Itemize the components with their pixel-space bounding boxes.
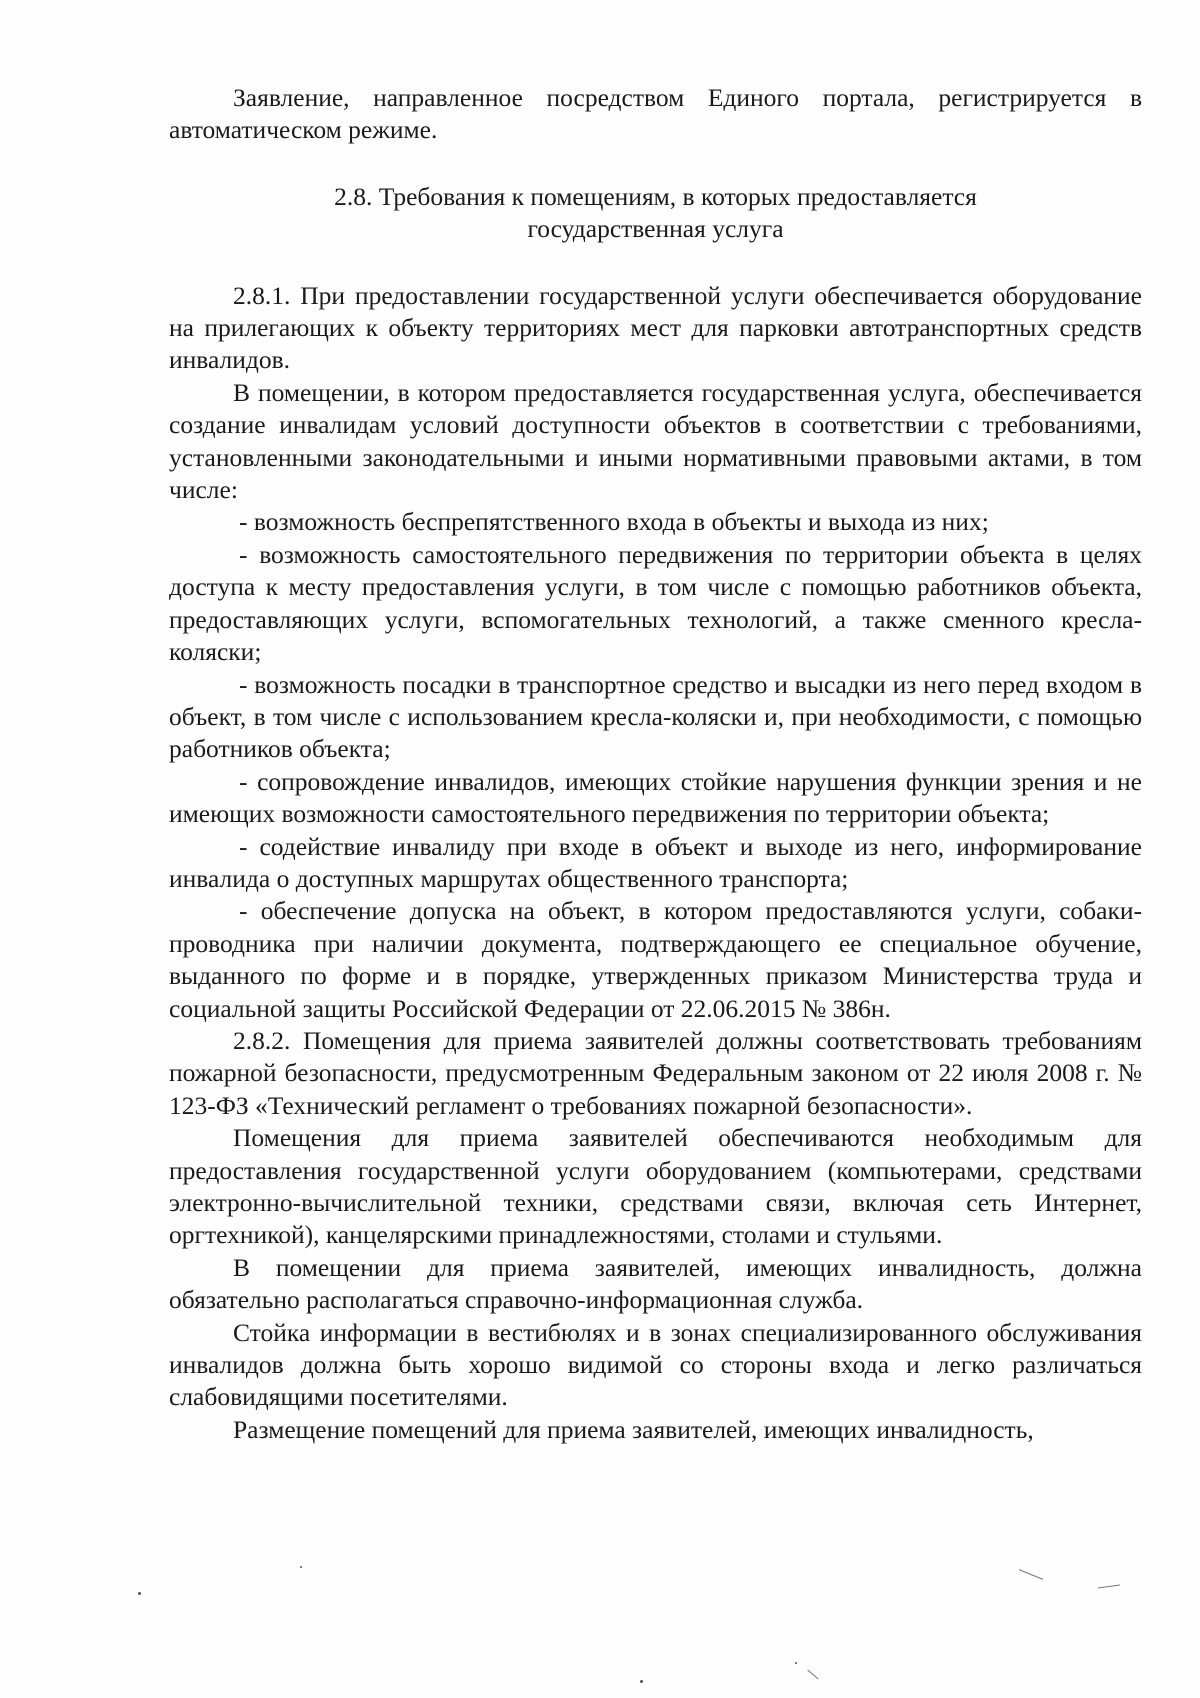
paragraph-2-8-1: 2.8.1. При предоставлении государственной услуги обеспечивается оборудование на прилегающих к объекту территориях мест для парковки автотранспортных средств инвалидов. bbox=[169, 280, 1142, 375]
intro-paragraph: Заявление, направленное посредством Единого портала, регистрируется в автоматическом режиме. bbox=[169, 83, 1142, 145]
section-heading bbox=[169, 181, 1142, 246]
section-heading-line-1: 2.8. Требования к помещениям, в которых предоставляется bbox=[334, 181, 977, 211]
paragraph-premises: В помещении, в котором предоставляется государственная услуга, обеспечивается создание инвалидам условий доступности объектов в соответствии с требованиями, установленными законодательными и иными нормативными правовыми актами, в том числе: bbox=[169, 377, 1142, 505]
list-item: - возможность посадки в транспортное средство и высадки из него перед входом в объект, в том числе с использованием кресла-коляски и, при необходимости, с помощью работников объекта; bbox=[169, 669, 1142, 764]
scan-speck bbox=[138, 1592, 141, 1595]
paragraph-info-desk: Стойка информации в вестибюлях и в зонах специализированного обслуживания инвалидов должна быть хорошо видимой со стороны входа и легко различаться слабовидящими посетителями. bbox=[169, 1317, 1142, 1412]
list-item: - сопровождение инвалидов, имеющих стойкие нарушения функции зрения и не имеющих возможности самостоятельного передвижения по территории объекта; bbox=[169, 766, 1142, 829]
document-body bbox=[169, 82, 1142, 1446]
scan-speck bbox=[795, 1662, 797, 1664]
list-item: - обеспечение допуска на объект, в котором предоставляются услуги, собаки-проводника при наличии документа, подтверждающего ее специальное обучение, выданного по форме и в порядке, утвержденных приказом Министерства труда и социальной защиты Российской Федерации от 22.06.2015 № 386н. bbox=[169, 896, 1142, 1023]
scan-mark bbox=[1019, 1569, 1043, 1580]
scan-mark bbox=[1098, 1584, 1120, 1588]
list-item: - возможность беспрепятственного входа в объекты и выхода из них; bbox=[239, 507, 989, 537]
paragraph-placement: Размещение помещений для приема заявителей, имеющих инвалидность, bbox=[233, 1414, 1034, 1444]
scan-speck bbox=[640, 1680, 643, 1683]
paragraph-2-8-2: 2.8.2. Помещения для приема заявителей должны соответствовать требованиям пожарной безопасности, предусмотренным Федеральным законом от 22 июля 2008 г. № 123-ФЗ «Технический регламент о требованиях пожарной безопасности». bbox=[169, 1025, 1142, 1120]
section-heading-line-2: государственная услуга bbox=[527, 214, 784, 244]
list-item: - содействие инвалиду при входе в объект и выходе из него, информирование инвалида о доступных маршрутах общественного транспорта; bbox=[169, 831, 1142, 893]
scan-speck bbox=[300, 1566, 302, 1568]
list-item: - возможность самостоятельного передвижения по территории объекта в целях доступа к месту предоставления услуги, в том числе с помощью работников объекта, предоставляющих услуги, вспомогательных технологий, а также сменного кресла-коляски; bbox=[169, 539, 1142, 667]
paragraph-equipment: Помещения для приема заявителей обеспечиваются необходимым для предоставления государственной услуги оборудованием (компьютерами, средствами электронно-вычислительной техники, средствами связи, включая сеть Интернет, оргтехникой), канцелярскими принадлежностями, столами и стульями. bbox=[169, 1123, 1142, 1250]
paragraph-info-service: В помещении для приема заявителей, имеющих инвалидность, должна обязательно располагаться справочно-информационная служба. bbox=[169, 1252, 1142, 1315]
scan-mark bbox=[807, 1670, 818, 1680]
